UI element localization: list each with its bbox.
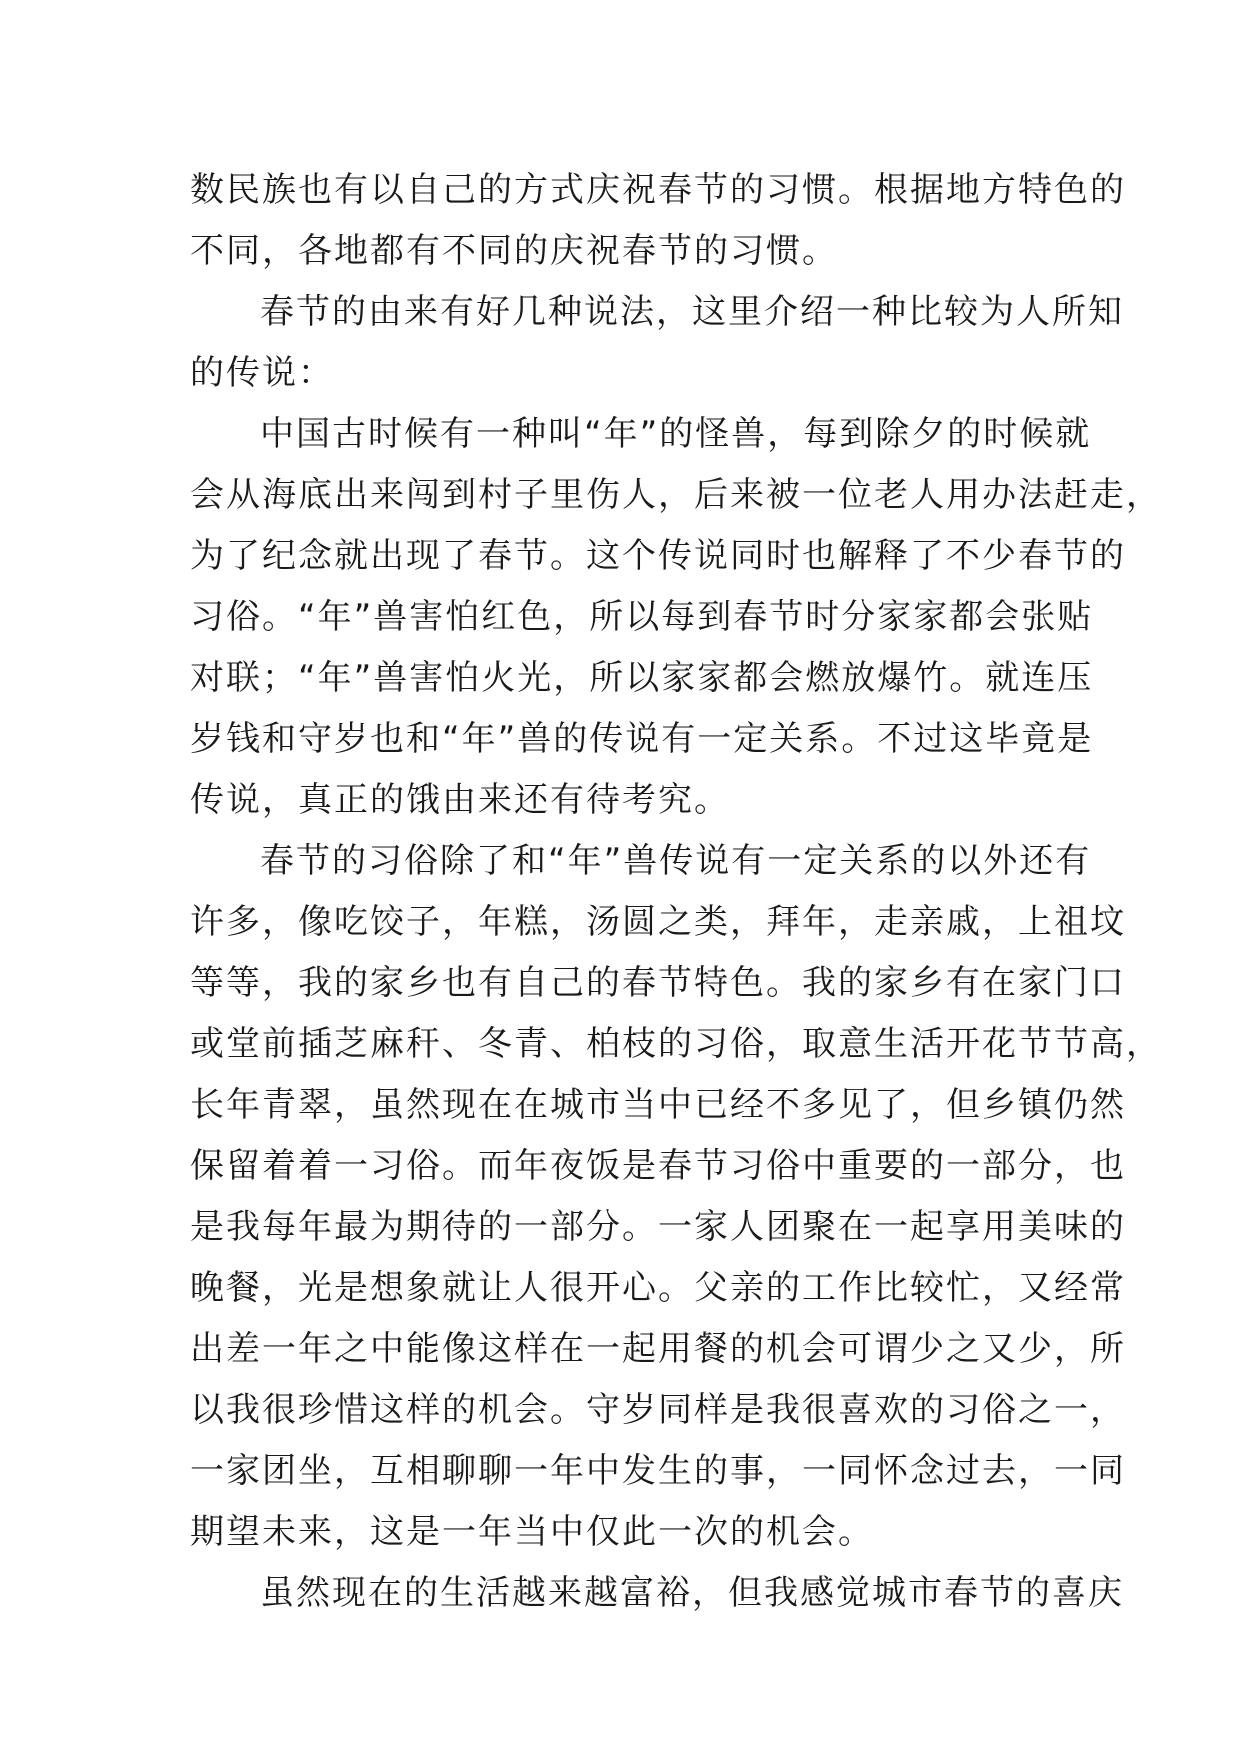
text-line: 以我很珍惜这样的机会。守岁同样是我很喜欢的习俗之一，	[190, 1390, 1126, 1430]
text-line: 是我每年最为期待的一部分。一家人团聚在一起享用美味的	[190, 1207, 1126, 1247]
text-line: 长年青翠，虽然现在在城市当中已经不多见了，但乡镇仍然	[190, 1085, 1126, 1125]
text-line: 传说，真正的饿由来还有待考究。	[190, 780, 730, 820]
text-line: 习俗。“年”兽害怕红色，所以每到春节时分家家都会张贴	[190, 597, 1094, 637]
text-line: 晚餐，光是想象就让人很开心。父亲的工作比较忙，又经常	[190, 1268, 1126, 1308]
document-body	[190, 160, 1162, 1624]
text-line: 保留着着一习俗。而年夜饭是春节习俗中重要的一部分，也	[190, 1146, 1126, 1186]
text-line: 不同，各地都有不同的庆祝春节的习惯。	[190, 231, 838, 271]
paragraph-first-line: 虽然现在的生活越来越富裕，但我感觉城市春节的喜庆	[260, 1573, 1124, 1613]
paragraph-first-line: 春节的习俗除了和“年”兽传说有一定关系的以外还有	[260, 841, 1092, 881]
text-line: 对联；“年”兽害怕火光，所以家家都会燃放爆竹。就连压	[190, 658, 1094, 698]
paragraph-first-line: 春节的由来有好几种说法，这里介绍一种比较为人所知	[260, 292, 1124, 332]
text-line: 期望未来，这是一年当中仅此一次的机会。	[190, 1512, 874, 1552]
text-line: 会从海底出来闯到村子里伤人，后来被一位老人用办法赶走，	[190, 475, 1162, 515]
text-line: 或堂前插芝麻秆、冬青、柏枝的习俗，取意生活开花节节高，	[190, 1024, 1162, 1064]
text-line: 为了纪念就出现了春节。这个传说同时也解释了不少春节的	[190, 536, 1126, 576]
text-line: 许多，像吃饺子，年糕，汤圆之类，拜年，走亲戚，上祖坟	[190, 902, 1126, 942]
text-line: 一家团坐，互相聊聊一年中发生的事，一同怀念过去，一同	[190, 1451, 1126, 1491]
text-line: 岁钱和守岁也和“年”兽的传说有一定关系。不过这毕竟是	[190, 719, 1094, 759]
text-line: 等等，我的家乡也有自己的春节特色。我的家乡有在家门口	[190, 963, 1126, 1003]
paragraph-first-line: 中国古时候有一种叫“年”的怪兽，每到除夕的时候就	[260, 414, 1092, 454]
text-line: 数民族也有以自己的方式庆祝春节的习惯。根据地方特色的	[190, 170, 1126, 210]
text-line: 的传说：	[190, 353, 334, 393]
text-line: 出差一年之中能像这样在一起用餐的机会可谓少之又少，所	[190, 1329, 1126, 1369]
